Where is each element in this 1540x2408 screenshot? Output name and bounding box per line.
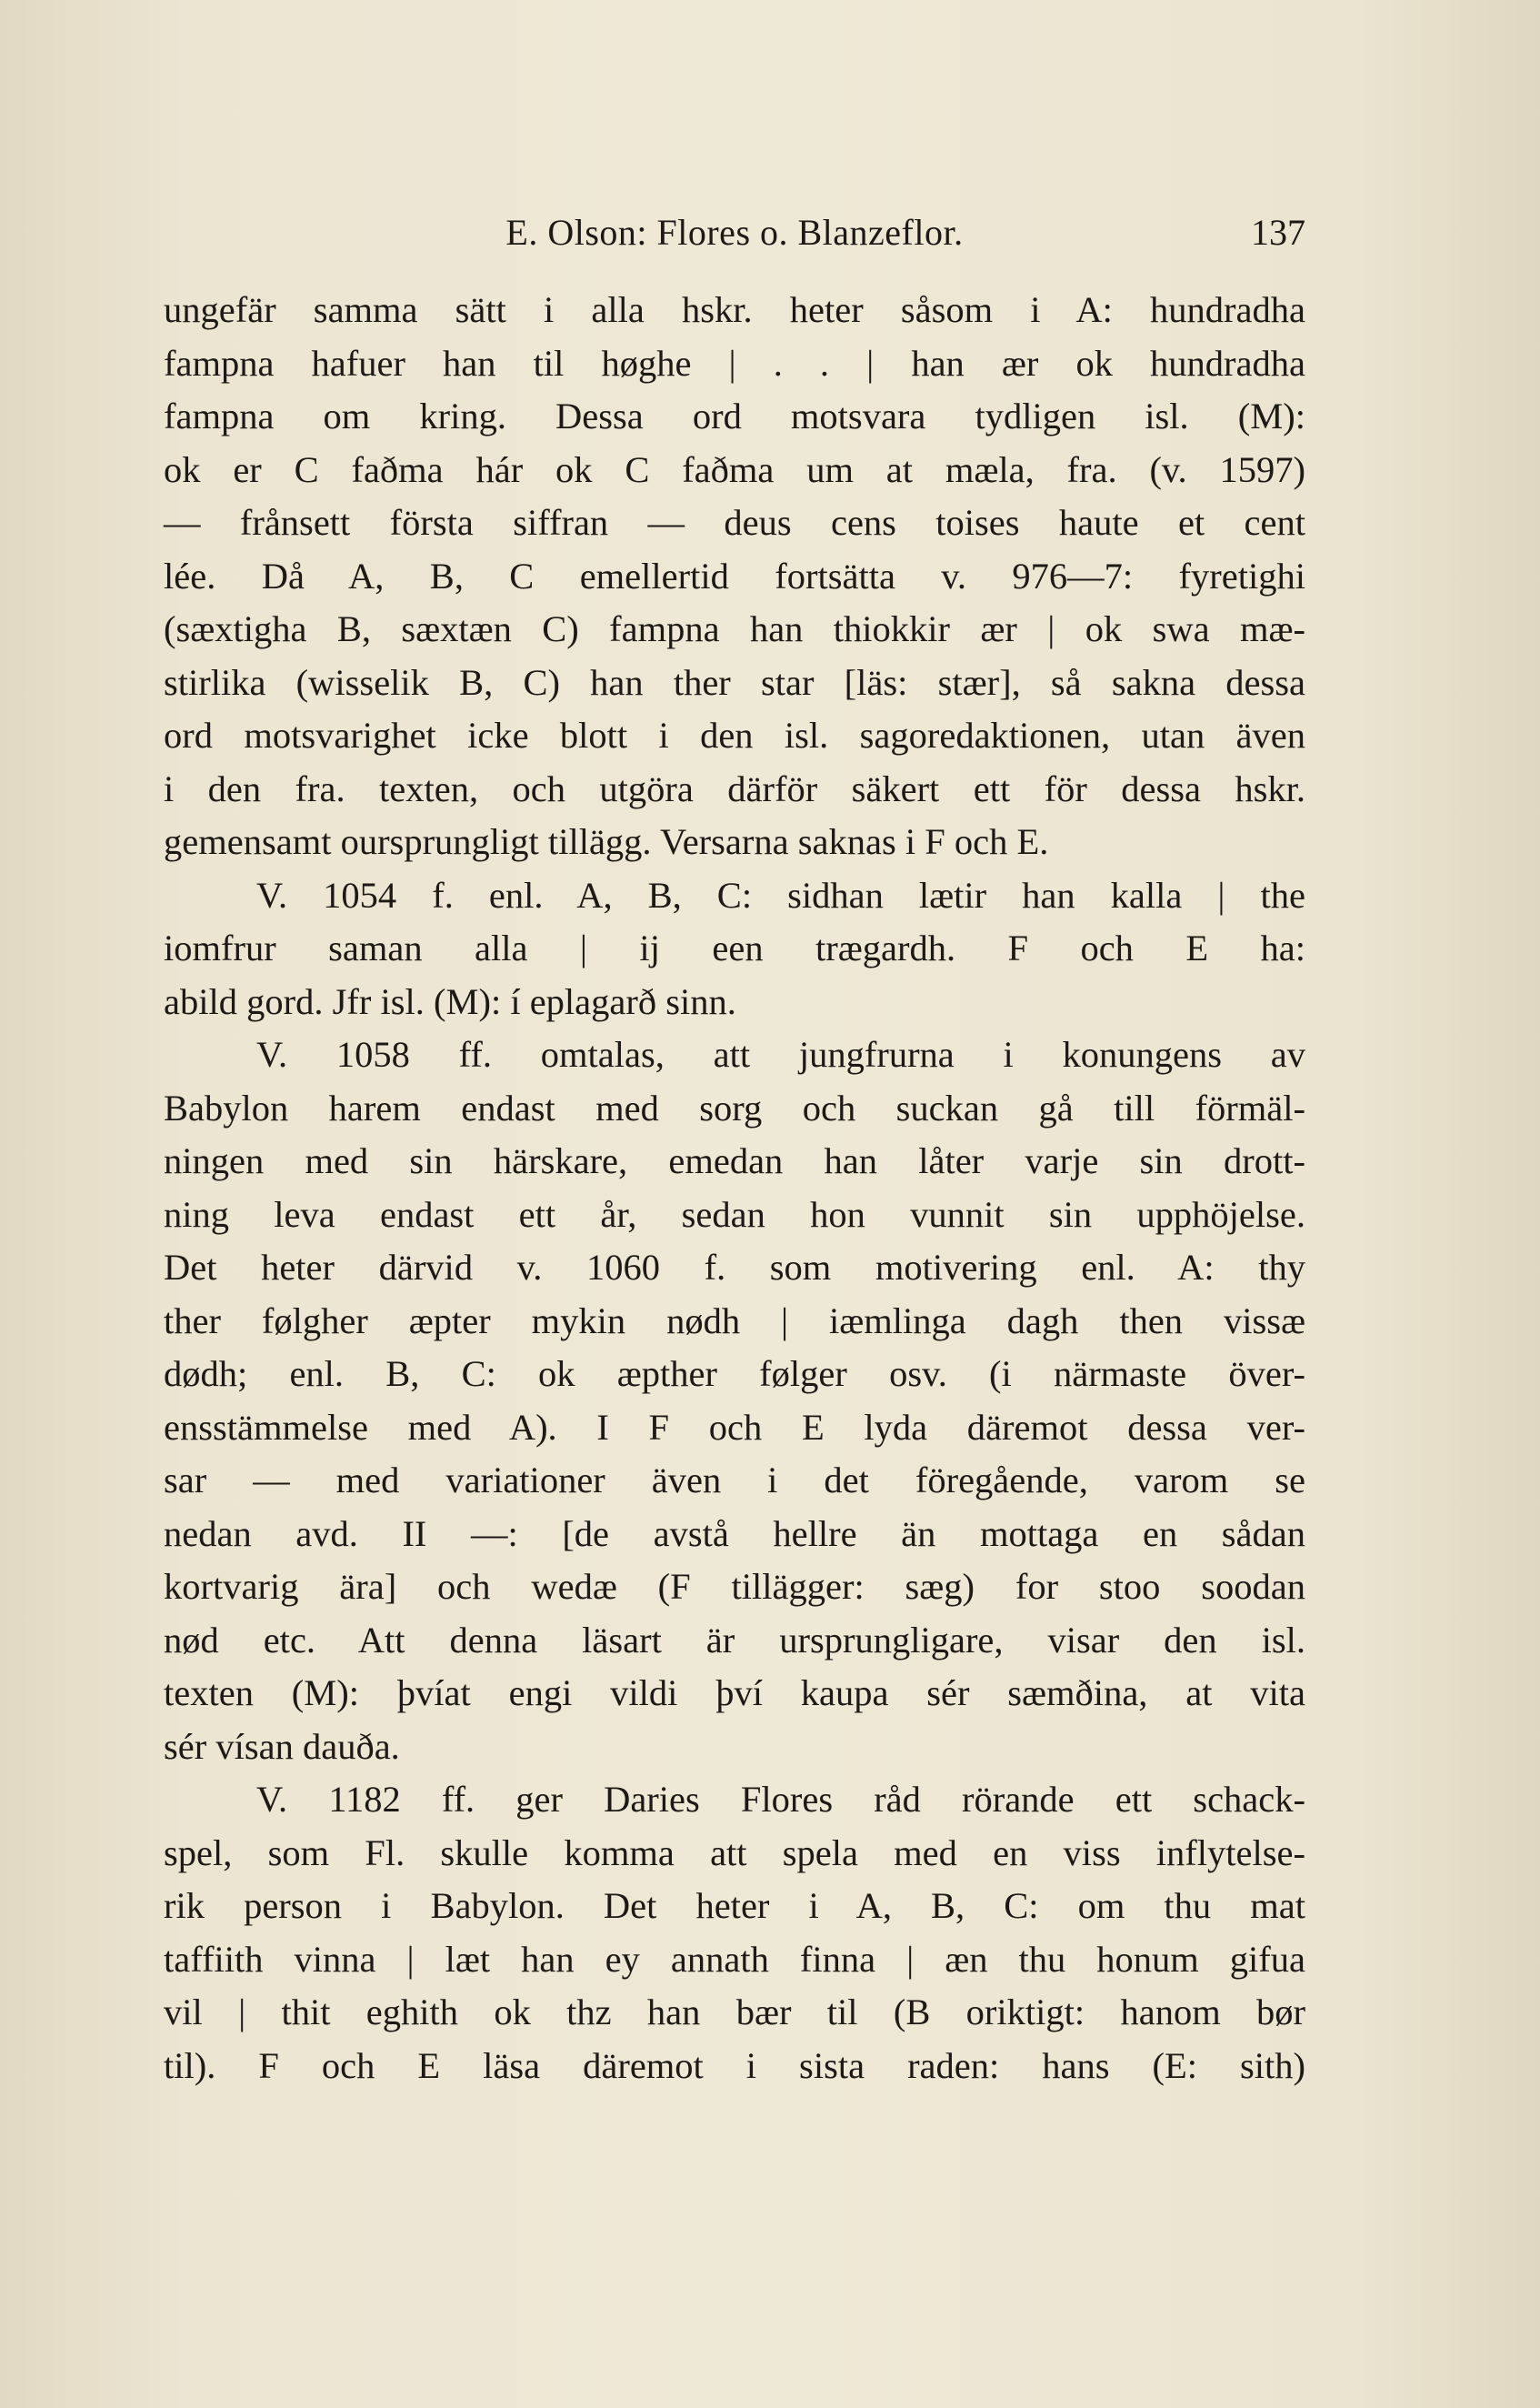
page-header	[164, 206, 1305, 260]
text-line: gemensamt oursprungligt tillägg. Versarna saknas i F och E.	[164, 821, 1049, 862]
text-line: ning leva endast ett år, sedan hon vunnit sin upphöjelse.	[164, 1193, 1305, 1235]
text-line: fampna om kring. Dessa ord motsvara tydligen isl. (M):	[164, 396, 1305, 436]
page-number: 137	[1251, 212, 1305, 253]
text-line: abild gord. Jfr isl. (M): í eplagarð sinn.	[164, 980, 736, 1022]
text-line: — frånsett första siffran — deus cens toises haute et cent	[164, 502, 1305, 543]
text-line: stirlika (wisselik B, C) han ther star [läs: stær], så sakna dessa	[164, 661, 1305, 703]
body-text	[164, 284, 1305, 2092]
text-line: taffiith vinna | læt han ey annath finna | æn thu honum gifua	[164, 1938, 1305, 1980]
text-line: nedan avd. II —: [de avstå hellre än mottaga en sådan	[164, 1512, 1305, 1554]
text-line: dødh; enl. B, C: ok æpther følger osv. (i närmaste över-	[164, 1353, 1305, 1394]
text-line: ther følgher æpter mykin nødh | iæmlinga dagh then vissæ	[164, 1299, 1305, 1341]
text-line: ningen med sin härskare, emedan han låter varje sin drott-	[164, 1140, 1305, 1181]
text-line: nød etc. Att denna läsart är ursprungligare, visar den isl.	[164, 1619, 1305, 1661]
text-line: sar — med variationer även i det föregående, varom se	[164, 1460, 1305, 1500]
text-line: kortvarig ära] och wedæ (F tillägger: sæg) for stoo soodan	[164, 1566, 1305, 1607]
running-head: E. Olson: Flores o. Blanzeflor.	[505, 212, 964, 253]
text-line: Det heter därvid v. 1060 f. som motivering enl. A: thy	[164, 1247, 1305, 1288]
text-line: ok er C faðma hár ok C faðma um at mæla, fra. (v. 1597)	[164, 448, 1305, 490]
text-line: ensstämmelse med A). I F och E lyda däremot dessa ver-	[164, 1406, 1305, 1448]
text-line: (sæxtigha B, sæxtæn C) fampna han thiokkir ær | ok swa mæ-	[164, 608, 1305, 649]
text-line: sér vísan dauða.	[164, 1725, 400, 1767]
text-line: ord motsvarighet icke blott i den isl. sagoredaktionen, utan även	[164, 715, 1305, 756]
text-line: vil | thit eghith ok thz han bær til (B oriktigt: hanom bør	[164, 1992, 1305, 2032]
text-line: iomfrur saman alla | ij een trægardh. F och E ha:	[164, 928, 1305, 968]
text-line: lée. Då A, B, C emellertid fortsätta v. 976—7: fyretighi	[164, 555, 1305, 597]
text-line: i den fra. texten, och utgöra därför säkert ett för dessa hskr.	[164, 768, 1305, 809]
text-line: ungefär samma sätt i alla hskr. heter såsom i A: hundradha	[164, 289, 1305, 330]
text-line: V. 1182 ff. ger Daries Flores råd rörande ett schack-	[256, 1779, 1305, 1820]
text-line: V. 1058 ff. omtalas, att jungfrurna i konungens av	[256, 1034, 1305, 1075]
text-line: fampna hafuer han til høghe | . . | han ær ok hundradha	[164, 342, 1305, 384]
text-line: Babylon harem endast med sorg och suckan gå till förmäl-	[164, 1087, 1305, 1129]
text-line: spel, som Fl. skulle komma att spela med en viss inflytelse-	[164, 1831, 1305, 1873]
text-line: rik person i Babylon. Det heter i A, B, C: om thu mat	[164, 1885, 1305, 1926]
text-line: texten (M): þvíat engi vildi því kaupa sér sæmðina, at vita	[164, 1672, 1305, 1713]
text-line: til). F och E läsa däremot i sista raden: hans (E: sith)	[164, 2044, 1305, 2086]
text-line: V. 1054 f. enl. A, B, C: sidhan lætir han kalla | the	[256, 874, 1305, 916]
